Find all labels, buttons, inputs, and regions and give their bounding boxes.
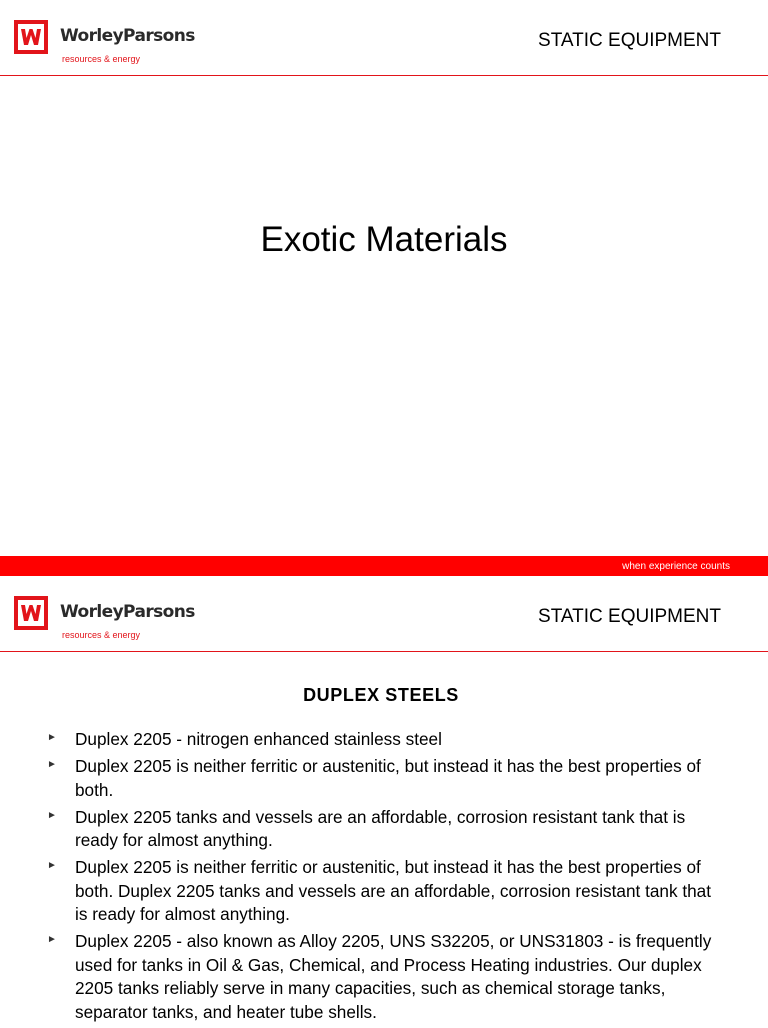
list-item	[0, 806, 768, 853]
brand-tagline: resources & energy	[62, 630, 141, 640]
brand-logo	[14, 593, 214, 643]
brand-name: WorleyParsons	[60, 26, 195, 46]
list-item	[0, 930, 768, 1024]
bullet-arrow-icon: ►	[47, 732, 57, 743]
header-title: STATIC EQUIPMENT	[538, 606, 721, 627]
slide-title: Exotic Materials	[260, 220, 508, 259]
list-item	[0, 856, 768, 927]
list-item	[0, 728, 768, 752]
bullet-text: Duplex 2205 is neither ferritic or austenitic, but instead it has the best properties of both. Duplex 2205 tanks and vessels are an affordable, corrosion resistant tank that is ready for almost anything.	[75, 857, 712, 924]
bullet-arrow-icon: ►	[47, 759, 57, 770]
bullet-text: Duplex 2205 is neither ferritic or austenitic, but instead it has the best properties of both.	[75, 756, 701, 800]
list-item	[0, 755, 768, 802]
header-title: STATIC EQUIPMENT	[538, 30, 721, 51]
bullet-arrow-icon: ►	[47, 809, 57, 821]
bullet-arrow-icon: ►	[47, 860, 57, 871]
header-divider	[0, 651, 768, 652]
worleyparsons-logo-icon	[14, 596, 48, 630]
bullet-text: Duplex 2205 tanks and vessels are an affordable, corrosion resistant tank that is ready for almost anything.	[75, 806, 686, 850]
header-divider	[0, 75, 768, 76]
brand-name: WorleyParsons	[60, 602, 195, 622]
brand-logo	[14, 17, 214, 67]
bullet-arrow-icon: ►	[47, 934, 57, 945]
section-heading: DUPLEX STEELS	[303, 685, 459, 705]
slide-2	[0, 576, 768, 1024]
footer-bar	[0, 556, 768, 576]
bullet-list	[0, 728, 768, 1028]
bullet-text: Duplex 2205 - also known as Alloy 2205, UNS S32205, or UNS31803 - is frequently used for tanks in Oil & Gas, Chemical, and Process Heating industries. Our duplex 2205 tanks reliably serve in many capacities, such as chemical storage tanks, separator tanks, and heater tube shells.	[75, 931, 712, 1022]
worleyparsons-logo-icon	[14, 20, 48, 54]
bullet-text: Duplex 2205 - nitrogen enhanced stainless steel	[75, 729, 442, 749]
brand-tagline: resources & energy	[62, 54, 141, 64]
footer-slogan: when experience counts	[622, 561, 730, 572]
